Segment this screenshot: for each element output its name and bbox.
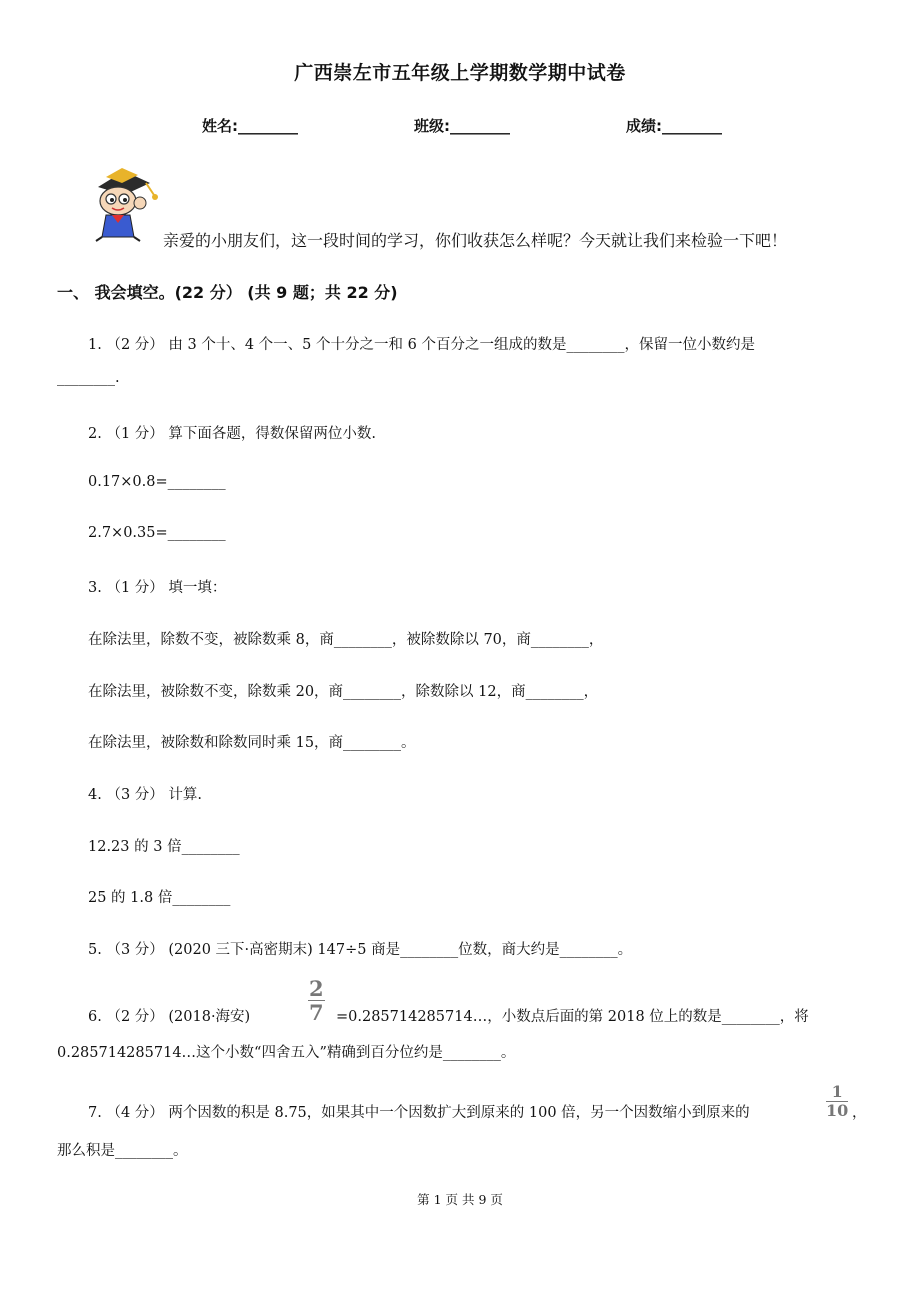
q2-item-b: 2.7×0.35=________ (88, 525, 226, 541)
greeting-text: 亲爱的小朋友们，这一段时间的学习，你们收获怎么样呢？今天就让我们来检验一下吧！ (163, 231, 788, 250)
q7-text: 7. （4 分） 两个因数的积是 8.75，如果其中一个因数扩大到原来的 100 倍，另一个因数缩小到原来的 (88, 1105, 750, 1121)
q4-item-a: 12.23 的 3 倍________ (88, 839, 240, 855)
q6-suffix: =0.285714285714…，小数点后面的第 2018 位上的数是________，将 (336, 1009, 809, 1025)
q3-stem: 3. （1 分） 填一填： (88, 580, 227, 596)
section-heading: 一、 我会填空。(22 分） (共 9 题；共 22 分) (57, 283, 398, 302)
q1-line1: 1. （2 分） 由 3 个十、4 个一、5 个十分之一和 6 个百分之一组成的数是________，保留一位小数约是 (88, 337, 755, 353)
q2-stem: 2. （1 分） 算下面各题，得数保留两位小数. (88, 426, 376, 442)
q6-fraction (308, 978, 325, 1023)
page-footer: 第 1 页 共 9 页 (417, 1192, 503, 1207)
q4-item-b: 25 的 1.8 倍________ (88, 890, 231, 906)
q2-item-a: 0.17×0.8=________ (88, 474, 226, 490)
mascot-icon (88, 165, 168, 245)
q6-fraction-denominator: 7 (309, 1000, 324, 1025)
q7-suffix: ， (852, 1105, 867, 1121)
q6-line2: 0.285714285714…这个小数“四舍五入”精确到百分位约是________。 (57, 1045, 516, 1061)
q3-item-c: 在除法里，被除数和除数同时乘 15，商________。 (88, 735, 416, 751)
q7-fraction-numerator: 1 (826, 1084, 848, 1102)
q6-fraction-numerator: 2 (309, 976, 324, 1001)
score-field[interactable]: 成绩:________ (626, 117, 722, 135)
class-field[interactable]: 班级:________ (414, 117, 510, 135)
q6-prefix: 6. （2 分） (2018·海安) (88, 1009, 251, 1025)
q7-line2: 那么积是________。 (57, 1143, 188, 1159)
q3-item-a: 在除法里，除数不变，被除数乘 8，商________，被除数除以 70，商________， (88, 632, 604, 648)
name-field[interactable]: 姓名:________ (202, 117, 298, 135)
q4-stem: 4. （3 分） 计算. (88, 787, 202, 803)
q7-fraction (826, 1084, 848, 1119)
q3-item-b: 在除法里，被除数不变，除数乘 20，商________，除数除以 12，商________， (88, 684, 599, 700)
page-title: 广西崇左市五年级上学期数学期中试卷 (294, 62, 626, 84)
q1-line2: ________. (57, 370, 120, 386)
q5-text: 5. （3 分） (2020 三下·高密期末) 147÷5 商是________位数，商大约是________。 (88, 942, 633, 958)
q7-fraction-denominator: 10 (826, 1101, 849, 1120)
